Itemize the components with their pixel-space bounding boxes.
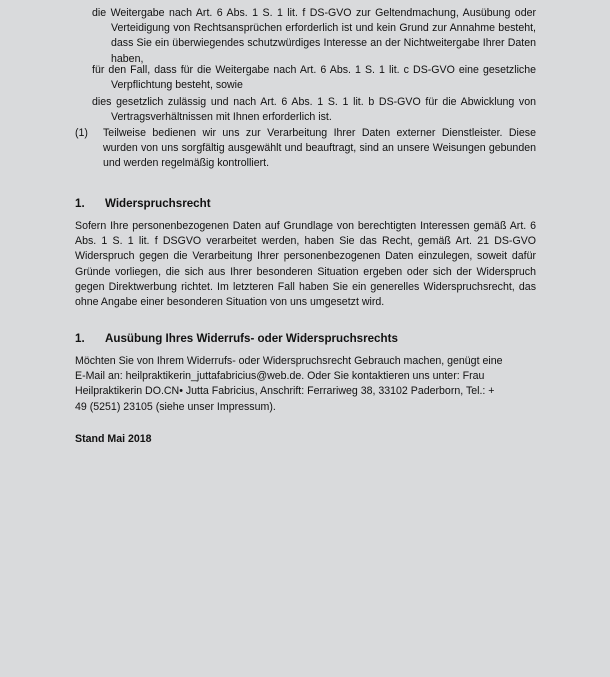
paragraph-number: (1) bbox=[75, 127, 88, 139]
widerspruchsrecht-text: Sofern Ihre personenbezogenen Daten auf Grundlage von berechtigten Interessen gemäß Art. 6 Abs. 1 S. 1 lit. f DSGVO verarbeitet werden, haben Sie das Recht, gemäß Art. 21 DS-GVO Widerspruch gegen die Verarbeitung Ihrer personenbezogenen Daten einzulegen, soweit dafür Gründe vorliegen, die sich aus Ihrer besonderen Situation ergeben oder sich der Widerspruch gegen Direktwerbung richtet. Im letzteren Fall haben Sie ein generelles Widerspruchsrecht, das ohne Angabe einer besonderen Situation von uns umgesetzt wird. bbox=[75, 220, 536, 309]
ausuebung-line: 49 (5251) 23105 (siehe unser Impressum). bbox=[75, 400, 276, 413]
list-item: für den Fall, dass für die Weitergabe nach Art. 6 Abs. 1 S. 1 lit. c DS-GVO eine gesetzliche Verpflichtung besteht, sowie bbox=[92, 64, 536, 92]
section-title: Widerspruchsrecht bbox=[105, 197, 211, 210]
paragraph-dienstleister bbox=[75, 126, 536, 172]
section-number: 1. bbox=[75, 197, 85, 210]
ausuebung-line: Möchten Sie von Ihrem Widerrufs- oder Widerspruchsrecht Gebrauch machen, genügt eine bbox=[75, 355, 503, 367]
stand-date: Stand Mai 2018 bbox=[75, 433, 152, 445]
ausuebung-line: Heilpraktikerin DO.CN• Jutta Fabricius, Anschrift: Ferrariweg 38, 33102 Paderborn, Tel.: + bbox=[75, 385, 495, 398]
section-number: 1. bbox=[75, 332, 85, 345]
list-item: dies gesetzlich zulässig und nach Art. 6 Abs. 1 S. 1 lit. b DS-GVO für die Abwicklung von Vertragsverhältnissen mit Ihnen erforderlich ist. bbox=[92, 96, 536, 124]
section-heading-widerspruchsrecht bbox=[75, 196, 536, 212]
ausuebung-line: E-Mail an: heilpraktikerin_juttafabricius@web.de. Oder Sie kontaktieren uns unter: Frau bbox=[75, 370, 485, 383]
section-heading-ausuebung bbox=[75, 331, 536, 347]
ausuebung-text bbox=[75, 354, 545, 415]
paragraph-text: Teilweise bedienen wir uns zur Verarbeitung Ihrer Daten externer Dienstleister. Diese wurden von uns sorgfältig ausgewählt und beauftragt, sind an unsere Weisungen gebunden und werden regelmäßig kontrolliert. bbox=[103, 127, 536, 170]
list-item: die Weitergabe nach Art. 6 Abs. 1 S. 1 lit. f DS-GVO zur Geltendmachung, Ausübung oder Verteidigung von Rechtsansprüchen erforderlich ist und kein Grund zur Annahme besteht, dass Sie ein überwiegendes schutzwürdiges Interesse an der Nichtweitergabe Ihrer Daten haben, bbox=[92, 7, 536, 65]
section-title: Ausübung Ihres Widerrufs- oder Widerspruchsrechts bbox=[105, 332, 398, 345]
